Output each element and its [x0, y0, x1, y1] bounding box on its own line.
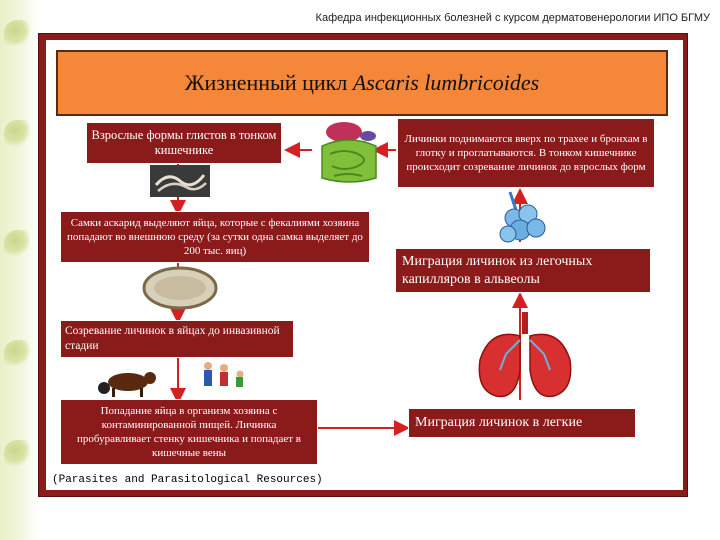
- worms-photo-illustration: [150, 165, 210, 197]
- intestine-illustration: [314, 118, 384, 186]
- title-prefix: Жизненный цикл: [184, 70, 348, 95]
- page-header: Кафедра инфекционных болезней с курсом дерматовенерологии ИПО БГМУ: [315, 12, 710, 24]
- people-illustration: [198, 360, 250, 396]
- cattle-illustration: [96, 368, 158, 398]
- step-larvae-maturation: Созревание личинок в яйцах до инвазивной стадии: [60, 320, 294, 358]
- egg-illustration: [140, 264, 220, 312]
- step-adult-forms: Взрослые формы глистов в тонком кишечнике: [86, 122, 282, 164]
- lungs-illustration: [470, 310, 580, 400]
- title-species: Ascaris lumbricoides: [352, 70, 540, 95]
- step-eggs-released: Самки аскарид выделяют яйца, которые с фекалиями хозяина попадают во внешнюю среду (за сутки одна самка выделяет до 200 тыс. яиц): [60, 211, 370, 263]
- alveoli-illustration: [490, 190, 552, 250]
- step-larvae-trachea: Личинки поднимаются вверх по трахее и бронхам в глотку и проглатываются. В тонком кишечнике происходит созревание личинок до взрослых форм: [397, 118, 655, 188]
- step-migration-alveoli: Миграция личинок из легочных капилляров в альвеолы: [395, 248, 651, 293]
- step-egg-ingestion: Попадание яйца в организм хозяина с контаминированной пищей. Личинка пробуравливает стенку кишечника и попадает в кишечные вены: [60, 399, 318, 465]
- source-citation: (Parasites and Parasitological Resources): [52, 474, 323, 486]
- step-migration-lungs: Миграция личинок в легкие: [408, 408, 636, 438]
